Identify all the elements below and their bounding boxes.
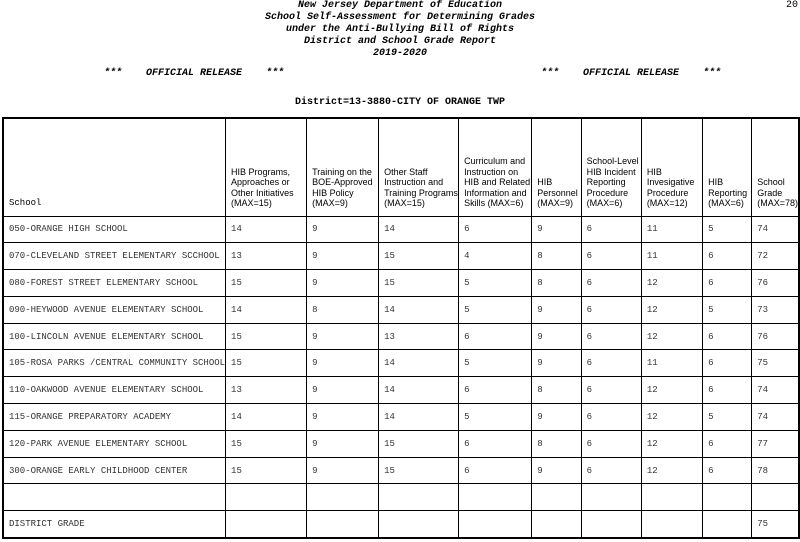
header-line-report: District and School Grade Report [303,36,497,47]
column-hib-reporting-header: HIB Reporting (MAX=6) [703,118,752,216]
hib-personnel-cell: 8 [532,430,581,457]
table-body [3,216,799,538]
curriculum-cell: 5 [459,404,532,431]
header-line-agency: New Jersey Department of Education [297,0,503,11]
page-number: 20 [785,0,798,11]
school-grade-cell: 74 [752,216,799,243]
curriculum-cell: 6 [459,216,532,243]
curriculum-cell: 5 [459,350,532,377]
investigative-cell: 12 [641,296,702,323]
hib-reporting-cell: 5 [703,216,752,243]
other-staff-cell: 14 [379,404,459,431]
training-cell: 9 [307,216,379,243]
incident-reporting-cell: 6 [581,430,641,457]
investigative-cell: 12 [641,323,702,350]
school-name-cell: DISTRICT GRADE [3,511,226,538]
hib-reporting-cell: 6 [703,323,752,350]
training-cell: 9 [307,457,379,484]
curriculum-cell: 4 [459,243,532,270]
column-hib-personnel-header: HIB Personnel (MAX=9) [532,118,581,216]
column-investigative-header: HIB Invesigative Procedure (MAX=12) [641,118,702,216]
training-cell [307,511,379,538]
school-name-cell: 050-ORANGE HIGH SCHOOL [3,216,226,243]
official-release-right: *** OFFICIAL RELEASE *** [541,68,722,79]
curriculum-cell: 6 [459,430,532,457]
hib-personnel-cell: 8 [532,377,581,404]
hib-personnel-cell: 9 [532,404,581,431]
hib-reporting-cell: 6 [703,377,752,404]
header-line-year: 2019-2020 [372,48,427,59]
hib-programs-cell: 15 [226,350,307,377]
column-hib-programs-header: HIB Programs, Approaches or Other Initiatives (MAX=15) [226,118,307,216]
incident-reporting-cell: 6 [581,377,641,404]
training-cell: 9 [307,243,379,270]
incident-reporting-cell: 6 [581,350,641,377]
school-grade-cell: 75 [752,511,799,538]
training-cell [307,484,379,511]
hib-programs-cell: 13 [226,377,307,404]
header-line-title: School Self-Assessment for Determining Grades [264,12,536,23]
incident-reporting-cell: 6 [581,243,641,270]
school-grade-cell: 74 [752,404,799,431]
table-row [3,430,799,457]
column-other-staff-header: Other Staff Instruction and Training Programs (MAX=15) [379,118,459,216]
table-row [3,216,799,243]
other-staff-cell [379,511,459,538]
hib-programs-cell: 14 [226,296,307,323]
school-grade-cell: 76 [752,323,799,350]
incident-reporting-cell [581,511,641,538]
school-grade-cell [752,484,799,511]
investigative-cell: 12 [641,377,702,404]
other-staff-cell: 15 [379,430,459,457]
hib-programs-cell: 15 [226,457,307,484]
hib-personnel-cell [532,484,581,511]
investigative-cell: 11 [641,216,702,243]
curriculum-cell: 6 [459,457,532,484]
investigative-cell: 11 [641,243,702,270]
table-row [3,377,799,404]
district-title: District=13-3880-CITY OF ORANGE TWP [294,97,506,108]
hib-personnel-cell: 9 [532,323,581,350]
curriculum-cell: 6 [459,323,532,350]
hib-reporting-cell [703,511,752,538]
grade-report-table [2,117,800,539]
hib-personnel-cell: 9 [532,457,581,484]
investigative-cell [641,484,702,511]
hib-reporting-cell: 6 [703,350,752,377]
school-name-cell: 100-LINCOLN AVENUE ELEMENTARY SCHOOL [3,323,226,350]
hib-personnel-cell: 9 [532,296,581,323]
incident-reporting-cell [581,484,641,511]
school-name-cell: 120-PARK AVENUE ELEMENTARY SCHOOL [3,430,226,457]
hib-personnel-cell: 8 [532,243,581,270]
table-row [3,457,799,484]
investigative-cell: 12 [641,404,702,431]
school-grade-cell: 72 [752,243,799,270]
school-name-cell: 115-ORANGE PREPARATORY ACADEMY [3,404,226,431]
school-grade-cell: 74 [752,377,799,404]
other-staff-cell: 13 [379,323,459,350]
column-incident-reporting-header: School-Level HIB Incident Reporting Procedure (MAX=6) [581,118,641,216]
school-grade-cell: 76 [752,270,799,297]
school-name-cell: 080-FOREST STREET ELEMENTARY SCHOOL [3,270,226,297]
training-cell: 9 [307,323,379,350]
training-cell: 9 [307,270,379,297]
incident-reporting-cell: 6 [581,216,641,243]
hib-programs-cell [226,511,307,538]
school-name-cell [3,484,226,511]
investigative-cell: 12 [641,457,702,484]
hib-programs-cell [226,484,307,511]
school-grade-cell: 77 [752,430,799,457]
training-cell: 8 [307,296,379,323]
school-name-cell: 090-HEYWOOD AVENUE ELEMENTARY SCHOOL [3,296,226,323]
table-row [3,270,799,297]
school-grade-cell: 75 [752,350,799,377]
table-row [3,243,799,270]
investigative-cell: 12 [641,270,702,297]
other-staff-cell: 15 [379,457,459,484]
curriculum-cell: 5 [459,270,532,297]
table-row [3,323,799,350]
school-grade-cell: 78 [752,457,799,484]
hib-reporting-cell: 5 [703,404,752,431]
school-name-cell: 105-ROSA PARKS /CENTRAL COMMUNITY SCHOOL [3,350,226,377]
school-name-cell: 110-OAKWOOD AVENUE ELEMENTARY SCHOOL [3,377,226,404]
header-line-subtitle: under the Anti-Bullying Bill of Rights [285,24,515,35]
school-grade-cell: 73 [752,296,799,323]
table-row [3,296,799,323]
hib-reporting-cell: 6 [703,430,752,457]
other-staff-cell: 14 [379,350,459,377]
hib-reporting-cell: 6 [703,457,752,484]
incident-reporting-cell: 6 [581,296,641,323]
official-release-left: *** OFFICIAL RELEASE *** [104,68,285,79]
other-staff-cell: 15 [379,270,459,297]
investigative-cell [641,511,702,538]
training-cell: 9 [307,430,379,457]
curriculum-cell [459,484,532,511]
hib-programs-cell: 14 [226,216,307,243]
hib-programs-cell: 13 [226,243,307,270]
incident-reporting-cell: 6 [581,404,641,431]
table-row [3,404,799,431]
curriculum-cell [459,511,532,538]
other-staff-cell: 14 [379,216,459,243]
other-staff-cell: 15 [379,243,459,270]
hib-personnel-cell: 9 [532,350,581,377]
hib-personnel-cell: 9 [532,216,581,243]
incident-reporting-cell: 6 [581,457,641,484]
district-grade-row [3,511,799,538]
hib-reporting-cell: 5 [703,296,752,323]
hib-reporting-cell: 6 [703,243,752,270]
incident-reporting-cell: 6 [581,323,641,350]
hib-reporting-cell: 6 [703,270,752,297]
hib-programs-cell: 14 [226,404,307,431]
curriculum-cell: 6 [459,377,532,404]
school-name-cell: 300-ORANGE EARLY CHILDHOOD CENTER [3,457,226,484]
incident-reporting-cell: 6 [581,270,641,297]
curriculum-cell: 5 [459,296,532,323]
table-header-row [3,118,799,216]
training-cell: 9 [307,377,379,404]
column-training-header: Training on the BOE-Approved HIB Policy (MAX=9) [307,118,379,216]
investigative-cell: 11 [641,350,702,377]
other-staff-cell [379,484,459,511]
hib-programs-cell: 15 [226,270,307,297]
table-row [3,484,799,511]
hib-programs-cell: 15 [226,430,307,457]
investigative-cell: 12 [641,430,702,457]
training-cell: 9 [307,404,379,431]
school-name-cell: 070-CLEVELAND STREET ELEMENTARY SCCHOOL [3,243,226,270]
other-staff-cell: 14 [379,377,459,404]
hib-personnel-cell: 8 [532,270,581,297]
column-curriculum-header: Curriculum and Instruction on HIB and Related Information and Skills (MAX=6) [459,118,532,216]
table-row [3,350,799,377]
column-school-header: School [3,118,226,216]
hib-personnel-cell [532,511,581,538]
training-cell: 9 [307,350,379,377]
other-staff-cell: 14 [379,296,459,323]
hib-programs-cell: 15 [226,323,307,350]
hib-reporting-cell [703,484,752,511]
column-school-grade-header: School Grade (MAX=78) [752,118,799,216]
